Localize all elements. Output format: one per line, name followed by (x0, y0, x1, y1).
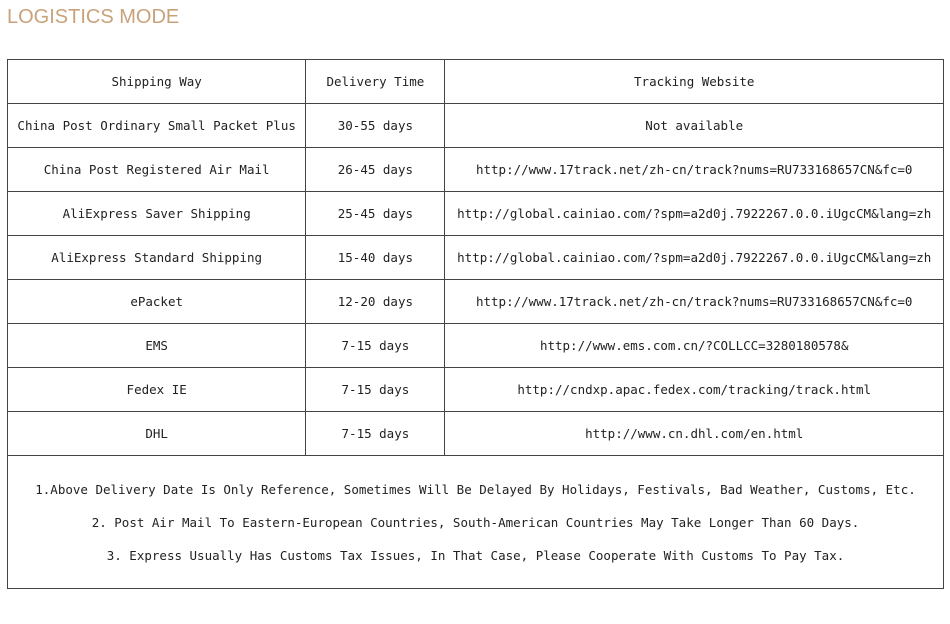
tracking-website-cell: http://cndxp.apac.fedex.com/tracking/track.html (445, 368, 944, 412)
notes-cell (8, 456, 944, 589)
notes-row (8, 456, 944, 589)
delivery-time-cell: 30-55 days (306, 104, 445, 148)
header-tracking-website: Tracking Website (445, 60, 944, 104)
shipping-way-cell: China Post Registered Air Mail (8, 148, 306, 192)
tracking-website-cell: Not available (445, 104, 944, 148)
table-row (8, 368, 944, 412)
tracking-website-cell: http://www.17track.net/zh-cn/track?nums=RU733168657CN&fc=0 (445, 280, 944, 324)
tracking-website-cell: http://global.cainiao.com/?spm=a2d0j.7922267.0.0.iUgcCM&lang=zh (445, 192, 944, 236)
header-shipping-way: Shipping Way (8, 60, 306, 104)
table-row (8, 104, 944, 148)
table-row (8, 280, 944, 324)
delivery-time-cell: 15-40 days (306, 236, 445, 280)
shipping-way-cell: Fedex IE (8, 368, 306, 412)
tracking-website-cell: http://www.17track.net/zh-cn/track?nums=RU733168657CN&fc=0 (445, 148, 944, 192)
table-row (8, 192, 944, 236)
shipping-way-cell: ePacket (8, 280, 306, 324)
note-line-3: 3. Express Usually Has Customs Tax Issues, In That Case, Please Cooperate With Customs To Pay Tax. (106, 547, 845, 563)
delivery-time-cell: 12-20 days (306, 280, 445, 324)
logistics-table (7, 59, 944, 589)
shipping-way-cell: AliExpress Standard Shipping (8, 236, 306, 280)
delivery-time-cell: 26-45 days (306, 148, 445, 192)
page-title: LOGISTICS MODE (7, 6, 180, 28)
shipping-way-cell: DHL (8, 412, 306, 456)
shipping-way-cell: China Post Ordinary Small Packet Plus (8, 104, 306, 148)
delivery-time-cell: 25-45 days (306, 192, 445, 236)
delivery-time-cell: 7-15 days (306, 368, 445, 412)
note-line-2: 2. Post Air Mail To Eastern-European Countries, South-American Countries May Take Longer Than 60 Days. (91, 514, 860, 530)
tracking-website-cell: http://www.cn.dhl.com/en.html (445, 412, 944, 456)
delivery-time-cell: 7-15 days (306, 324, 445, 368)
shipping-way-cell: EMS (8, 324, 306, 368)
table-row (8, 148, 944, 192)
table-row (8, 324, 944, 368)
tracking-website-cell: http://www.ems.com.cn/?COLLCC=3280180578& (445, 324, 944, 368)
shipping-way-cell: AliExpress Saver Shipping (8, 192, 306, 236)
header-delivery-time: Delivery Time (306, 60, 445, 104)
table-row (8, 236, 944, 280)
table-header-row (8, 60, 944, 104)
table-row (8, 412, 944, 456)
delivery-time-cell: 7-15 days (306, 412, 445, 456)
note-line-1: 1.Above Delivery Date Is Only Reference, Sometimes Will Be Delayed By Holidays, Festivals, Bad Weather, Customs, Etc. (35, 481, 916, 497)
tracking-website-cell: http://global.cainiao.com/?spm=a2d0j.7922267.0.0.iUgcCM&lang=zh (445, 236, 944, 280)
